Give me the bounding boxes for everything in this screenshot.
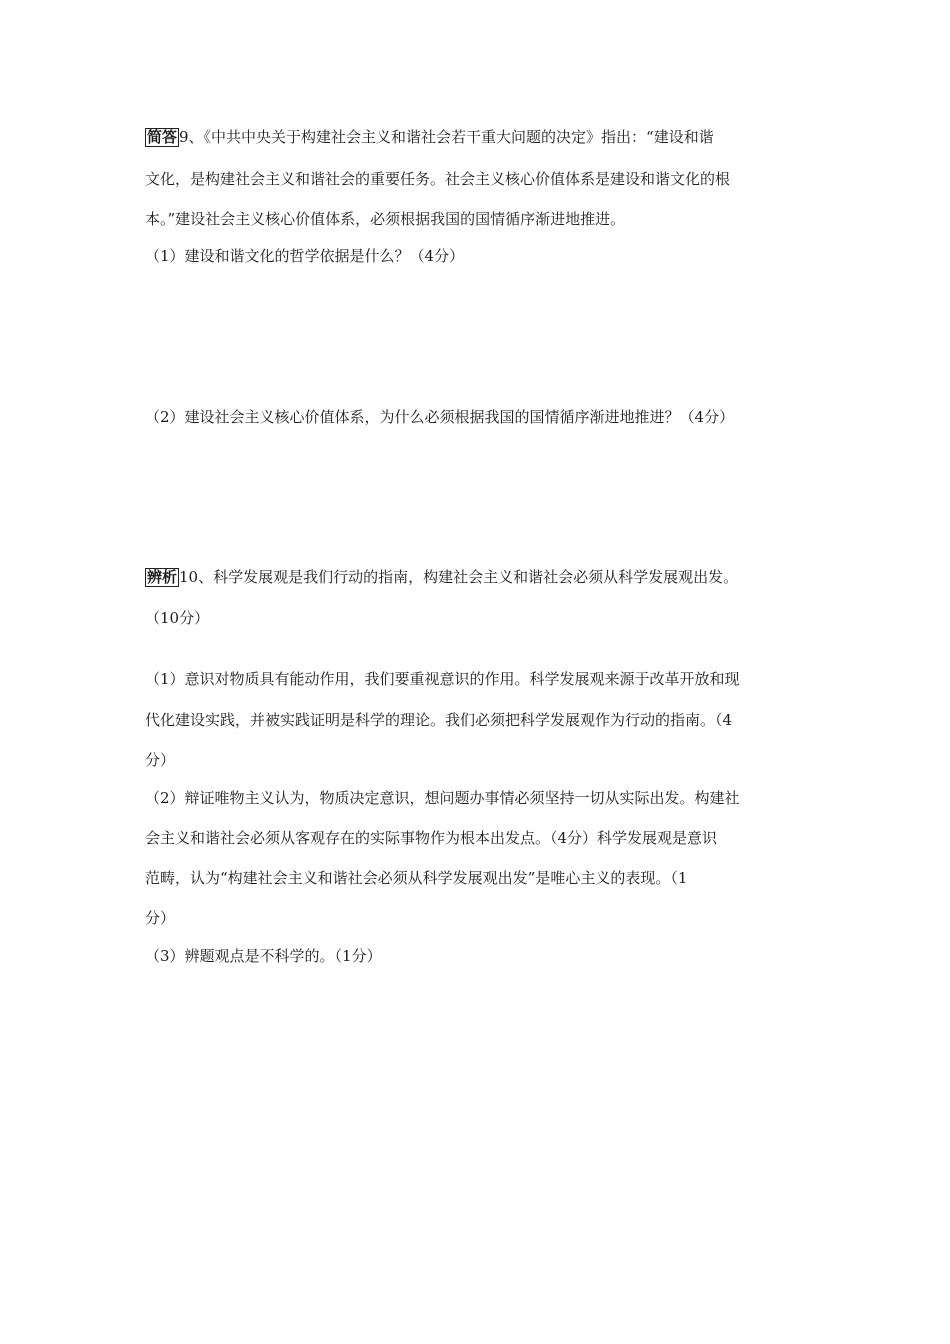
q10-answer-2-line-1: （2）辩证唯物主义认为，物质决定意识，想问题办事情必须坚持一切从实际出发。构建社 (145, 789, 740, 807)
q10-answer-3: （3）辨题观点是不科学的。（1分） (145, 947, 382, 965)
q9-type-tag: 简答 (147, 128, 178, 146)
q9-line-2: 文化，是构建社会主义和谐社会的重要任务。社会主义核心价值体系是建设和谐文化的根 (145, 170, 731, 188)
q9-subquestion-1: （1）建设和谐文化的哲学依据是什么？（4分） (145, 247, 465, 265)
q10-type-tag: 辨析 (147, 568, 178, 586)
q9-line-3: 本。”建设社会主义核心价值体系，必须根据我国的国情循序渐进地推进。 (145, 210, 626, 228)
q9-line-1 (145, 127, 815, 147)
q10-answer-2-line-3: 范畴，认为“构建社会主义和谐社会必须从科学发展观出发”是唯心主义的表现。（1 (145, 869, 688, 887)
q10-answer-1-line-3: 分） (145, 751, 176, 769)
q10-line-1 (145, 567, 815, 587)
q10-answer-2-line-2: 会主义和谐社会必须从客观存在的实际事物作为根本出发点。（4分）科学发展观是意识 (145, 829, 718, 847)
q10-text-1: 10、科学发展观是我们行动的指南，构建社会主义和谐社会必须从科学发展观出发。 (179, 568, 739, 586)
q9-text-1: 9、《中共中央关于构建社会主义和谐社会若干重大问题的决定》指出：“建设和谐 (179, 128, 714, 146)
q10-answer-1-line-2: 代化建设实践，并被实践证明是科学的理论。我们必须把科学发展观作为行动的指南。（4 (145, 711, 733, 729)
q10-answer-2-line-4: 分） (145, 909, 176, 927)
q10-answer-1-line-1: （1）意识对物质具有能动作用，我们要重视意识的作用。科学发展观来源于改革开放和现 (145, 670, 740, 688)
q10-score: （10分） (145, 609, 210, 627)
q9-subquestion-2: （2）建设社会主义核心价值体系，为什么必须根据我国的国情循序渐进地推进？（4分） (145, 408, 735, 426)
